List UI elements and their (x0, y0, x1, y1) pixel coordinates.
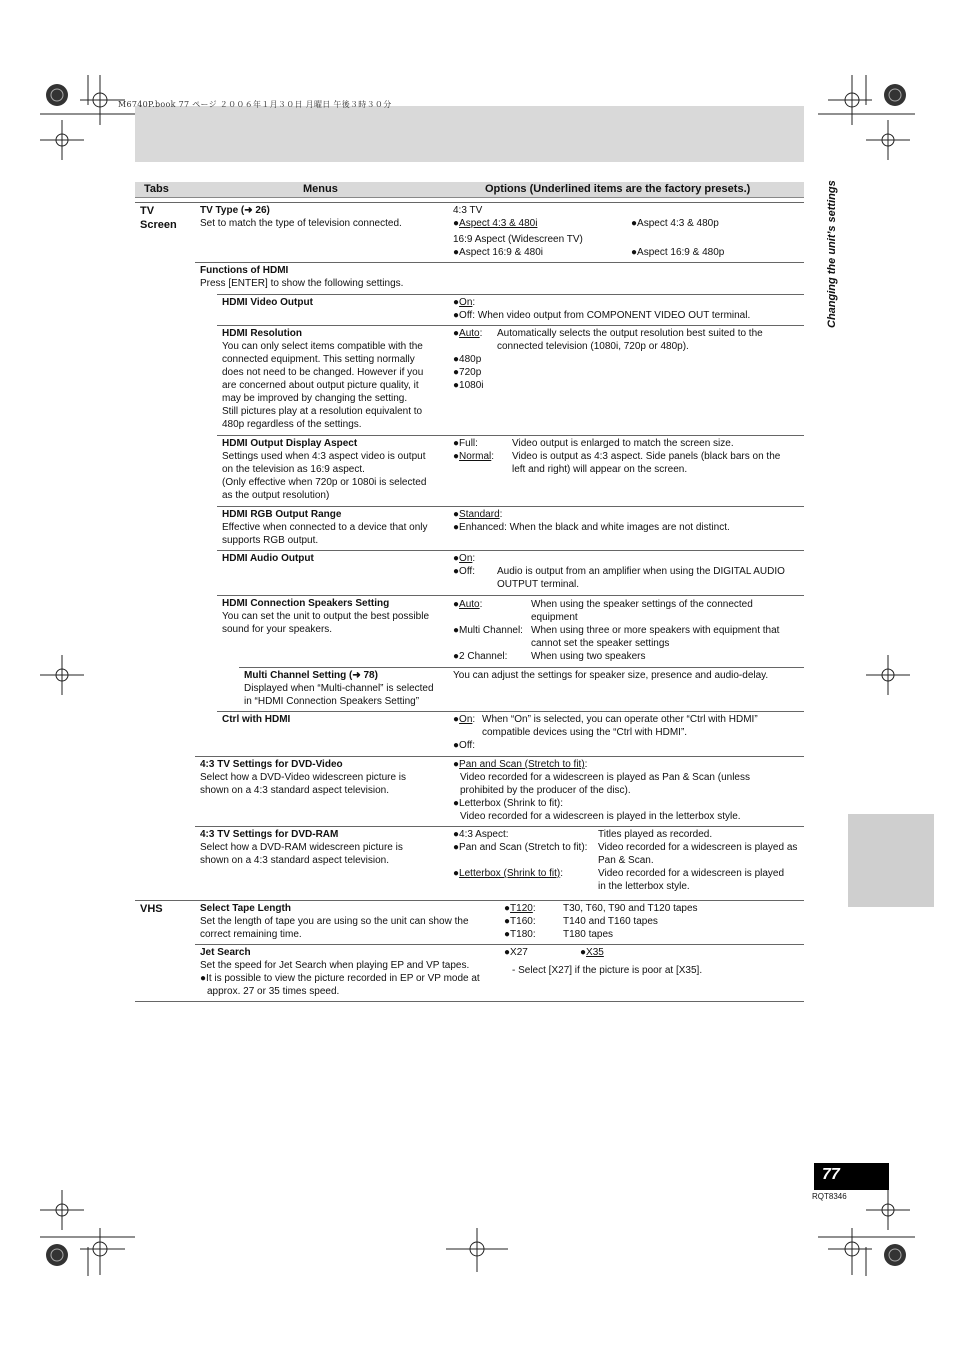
dvd-video-title: 4:3 TV Settings for DVD-Video (200, 759, 343, 770)
desc-line: shown on a 4:3 standard aspect television. (200, 855, 390, 866)
option-item: ●Off: (453, 740, 475, 751)
table-header (135, 182, 804, 198)
option-item: ●On: (453, 553, 476, 564)
option-text: When “On” is selected, you can operate other “Ctrl with HDMI” (482, 714, 758, 725)
option-text: Video recorded for a widescreen is played as Pan & Scan (unless (460, 772, 750, 783)
option-text: in the letterbox style. (598, 881, 690, 892)
desc-line: (Only effective when 720p or 1080i is selected (222, 477, 427, 488)
rule (217, 711, 804, 712)
tab-vhs: VHS (140, 903, 163, 915)
option-item: ●T160: (504, 916, 536, 927)
option-item: ●Multi Channel: (453, 625, 523, 636)
option-text: OUTPUT terminal. (497, 579, 580, 590)
desc-line: Still pictures play at a resolution equivalent to (222, 406, 423, 417)
functions-hdmi-title: Functions of HDMI (200, 265, 289, 276)
desc-line: approx. 27 or 35 times speed. (207, 986, 340, 997)
rule (217, 506, 804, 507)
option-item: ●Letterbox (Shrink to fit): (453, 798, 563, 809)
desc-line: supports RGB output. (222, 535, 319, 546)
option-item: ●Pan and Scan (Stretch to fit): (453, 842, 588, 853)
option-text: - Select [X27] if the picture is poor at [X35]. (512, 965, 703, 976)
desc-line: on the television as 16:9 aspect. (222, 464, 365, 475)
desc-line: as the output resolution) (222, 490, 330, 501)
desc-line: Set the length of tape you are using so the unit can show the (200, 916, 469, 927)
rule (217, 294, 804, 295)
desc-line: may be improved by changing the setting. (222, 393, 408, 404)
tv-type-title: TV Type (➜ 26) (200, 205, 270, 216)
desc-line: Displayed when “Multi-channel” is selected (244, 683, 434, 694)
option-item: ●Standard: (453, 509, 503, 520)
desc-line: ●It is possible to view the picture recorded in EP or VP mode at (200, 973, 480, 984)
option-item: ●On: (453, 714, 476, 725)
option-item: ●Aspect 16:9 & 480i (453, 247, 543, 258)
rule (195, 944, 804, 945)
hdmi-resolution-title: HDMI Resolution (222, 328, 302, 339)
desc-line: correct remaining time. (200, 929, 302, 940)
desc-line: 480p regardless of the settings. (222, 419, 362, 430)
option-text: Video is output as 4:3 aspect. Side panels (black bars on the (512, 451, 781, 462)
option-text: Pan & Scan. (598, 855, 654, 866)
option-text: left and right) will appear on the screen. (512, 464, 688, 475)
option-item: ●Full: (453, 438, 478, 449)
section-side-tab (848, 814, 934, 907)
doc-code: RQT8346 (812, 1192, 847, 1201)
option-text: You can adjust the settings for speaker size, presence and audio-delay. (453, 670, 769, 681)
desc-line: You can set the unit to output the best possible (222, 611, 430, 622)
functions-hdmi-desc: Press [ENTER] to show the following settings. (200, 278, 404, 289)
option-item: ●4:3 Aspect: (453, 829, 509, 840)
desc-line: Set the speed for Jet Search when playing EP and VP tapes. (200, 960, 470, 971)
desc-line: You can only select items compatible with the (222, 341, 423, 352)
option-text: 4:3 TV (453, 205, 483, 216)
rule (135, 900, 804, 901)
option-item: ●Aspect 4:3 & 480p (631, 218, 719, 229)
tab-tv-screen-line2: Screen (140, 219, 177, 231)
option-item: ●Enhanced: When the black and white images are not distinct. (453, 522, 730, 533)
rule (217, 595, 804, 596)
rule (195, 262, 804, 263)
option-text: Automatically selects the output resolution best suited to the (497, 328, 763, 339)
hdmi-rgb-title: HDMI RGB Output Range (222, 509, 342, 520)
book-info: M6740P.book 77 ページ ２００６年１月３０日 月曜日 午後３時３０分 (118, 100, 392, 109)
option-text: When using two speakers (531, 651, 646, 662)
tv-type-desc: Set to match the type of television connected. (200, 218, 402, 229)
option-item: ●Auto: (453, 328, 483, 339)
option-text: prohibited by the producer of the disc). (460, 785, 631, 796)
rule-top (135, 202, 804, 203)
option-text: 16:9 Aspect (Widescreen TV) (453, 234, 583, 245)
hdmi-audio-title: HDMI Audio Output (222, 553, 314, 564)
header-band (135, 106, 804, 162)
rule (195, 826, 804, 827)
section-side-label: Changing the unit’s settings (826, 180, 838, 328)
rule (239, 667, 804, 668)
option-item: ●X27 (504, 947, 528, 958)
tape-length-title: Select Tape Length (200, 903, 291, 914)
option-text: cannot set the speaker settings (531, 638, 670, 649)
option-text: equipment (531, 612, 578, 623)
desc-line: Effective when connected to a device that only (222, 522, 428, 533)
option-item: ●On: (453, 297, 476, 308)
option-item: ●1080i (453, 380, 484, 391)
rule (217, 550, 804, 551)
option-item: ●480p (453, 354, 482, 365)
desc-line: in “HDMI Connection Speakers Setting” (244, 696, 420, 707)
option-text: Video output is enlarged to match the screen size. (512, 438, 734, 449)
option-item: ●Auto: (453, 599, 483, 610)
option-text: When using three or more speakers with equipment that (531, 625, 780, 636)
option-text: T180 tapes (563, 929, 614, 940)
option-item: ●Aspect 16:9 & 480p (631, 247, 725, 258)
rule-bottom (135, 1001, 804, 1002)
multi-channel-title: Multi Channel Setting (➜ 78) (244, 670, 378, 681)
option-text: Audio is output from an amplifier when using the DIGITAL AUDIO (497, 566, 785, 577)
option-text: compatible devices using the “Ctrl with HDMI”. (482, 727, 688, 738)
page-number: 77 (822, 1166, 840, 1183)
option-text: Video recorded for a widescreen is played (598, 868, 785, 879)
desc-line: shown on a 4:3 standard aspect television. (200, 785, 390, 796)
hdmi-aspect-title: HDMI Output Display Aspect (222, 438, 358, 449)
desc-line: sound for your speakers. (222, 624, 333, 635)
option-text: When using the speaker settings of the connected (531, 599, 753, 610)
option-text: T140 and T160 tapes (563, 916, 658, 927)
option-item: ●Aspect 4:3 & 480i (453, 218, 538, 229)
tab-tv-screen-line1: TV (140, 205, 155, 217)
desc-line: Select how a DVD-Video widescreen picture is (200, 772, 407, 783)
desc-line: does not need to be changed. However if you (222, 367, 424, 378)
options-header: Options (Underlined items are the factory presets.) (485, 183, 751, 195)
tabs-header: Tabs (144, 183, 169, 195)
option-item: ●T120: (504, 903, 536, 914)
option-item: ●Letterbox (Shrink to fit): (453, 868, 563, 879)
menus-header: Menus (303, 183, 338, 195)
desc-line: connected equipment. This setting normally (222, 354, 415, 365)
rule (195, 756, 804, 757)
option-item: ●Off: When video output from COMPONENT VIDEO OUT terminal. (453, 310, 751, 321)
option-text: T30, T60, T90 and T120 tapes (563, 903, 698, 914)
option-item: ●720p (453, 367, 482, 378)
option-item: ●X35 (580, 947, 604, 958)
rule (217, 435, 804, 436)
desc-line: Select how a DVD-RAM widescreen picture is (200, 842, 403, 853)
option-text: connected television (1080i, 720p or 480p). (497, 341, 689, 352)
jet-search-title: Jet Search (200, 947, 251, 958)
ctrl-hdmi-title: Ctrl with HDMI (222, 714, 291, 725)
option-item: ●Off: (453, 566, 475, 577)
desc-line: are concerned about output picture quality, it (222, 380, 419, 391)
hdmi-speakers-title: HDMI Connection Speakers Setting (222, 598, 390, 609)
hdmi-video-title: HDMI Video Output (222, 297, 313, 308)
dvd-ram-title: 4:3 TV Settings for DVD-RAM (200, 829, 339, 840)
option-item: ●Pan and Scan (Stretch to fit): (453, 759, 588, 770)
option-item: ●Normal: (453, 451, 495, 462)
option-text: Video recorded for a widescreen is played in the letterbox style. (460, 811, 741, 822)
desc-line: Settings used when 4:3 aspect video is output (222, 451, 426, 462)
option-text: Titles played as recorded. (598, 829, 713, 840)
option-item: ●T180: (504, 929, 536, 940)
option-text: Video recorded for a widescreen is played as (598, 842, 798, 853)
option-item: ●2 Channel: (453, 651, 508, 662)
rule (217, 325, 804, 326)
